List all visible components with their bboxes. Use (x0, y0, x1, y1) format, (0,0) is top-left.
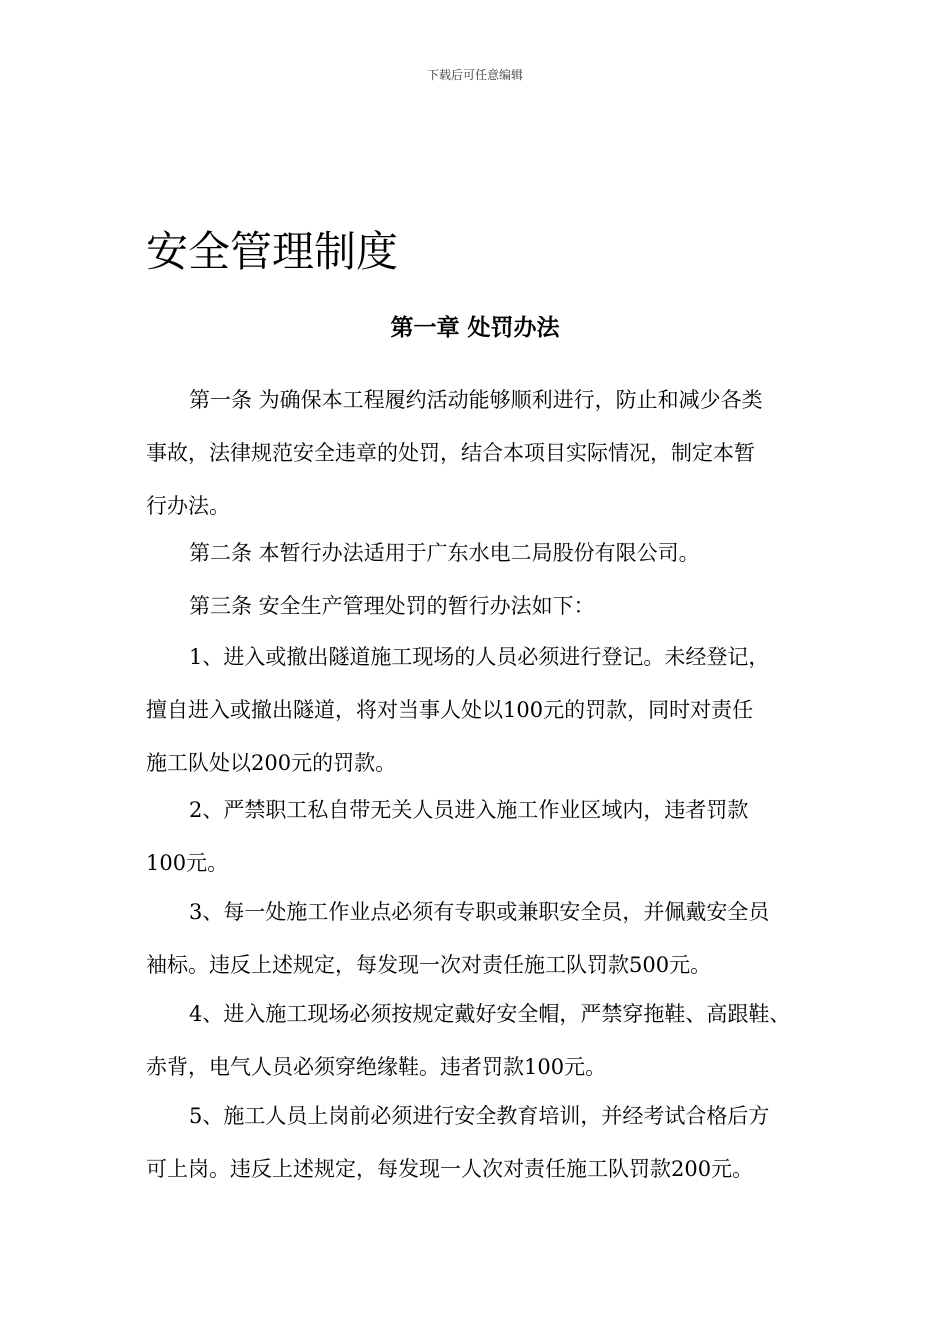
clause-2 (146, 784, 748, 890)
document-title: 安全管理制度 (146, 227, 399, 276)
clause-4-line-2: 赤背，电气人员必须穿绝缘鞋。违者罚款100元。 (146, 1055, 607, 1079)
article-1-line-3: 行办法。 (146, 494, 230, 518)
clause-3 (146, 886, 769, 992)
clause-1-line-3: 施工队处以200元的罚款。 (146, 751, 397, 775)
clause-2-line-2: 100元。 (146, 851, 229, 875)
page-header-note: 下载后可任意编辑 (426, 68, 523, 82)
article-3-line-1: 第三条 安全生产管理处罚的暂行办法如下： (189, 594, 595, 618)
article-1-line-2: 事故，法律规范安全违章的处罚，结合本项目实际情况，制定本暂 (146, 441, 755, 465)
clause-4 (146, 988, 790, 1094)
clause-1-line-2: 擅自进入或撤出隧道，将对当事人处以100元的罚款，同时对责任 (146, 698, 754, 722)
article-2-line-1: 第二条 本暂行办法适用于广东水电二局股份有限公司。 (189, 541, 700, 565)
clause-3-line-2: 袖标。违反上述规定，每发现一次对责任施工队罚款500元。 (146, 953, 712, 977)
article-3 (146, 580, 595, 633)
article-1 (146, 374, 763, 533)
chapter-heading: 第一章 处罚办法 (390, 315, 560, 341)
article-2 (146, 527, 700, 580)
clause-1 (146, 631, 769, 790)
clause-5-line-2: 可上岗。违反上述规定，每发现一人次对责任施工队罚款200元。 (146, 1157, 754, 1181)
clause-4-line-1: 4、进入施工现场必须按规定戴好安全帽，严禁穿拖鞋、高跟鞋、 (189, 1002, 791, 1026)
clause-2-line-1: 2、严禁职工私自带无关人员进入施工作业区域内，违者罚款 (189, 798, 749, 822)
clause-5 (146, 1090, 769, 1196)
clause-5-line-1: 5、施工人员上岗前必须进行安全教育培训，并经考试合格后方 (189, 1104, 770, 1128)
clause-3-line-1: 3、每一处施工作业点必须有专职或兼职安全员，并佩戴安全员 (189, 900, 770, 924)
clause-1-line-1: 1、进入或撤出隧道施工现场的人员必须进行登记。未经登记， (189, 645, 770, 669)
article-1-line-1: 第一条 为确保本工程履约活动能够顺利进行，防止和减少各类 (189, 388, 763, 412)
